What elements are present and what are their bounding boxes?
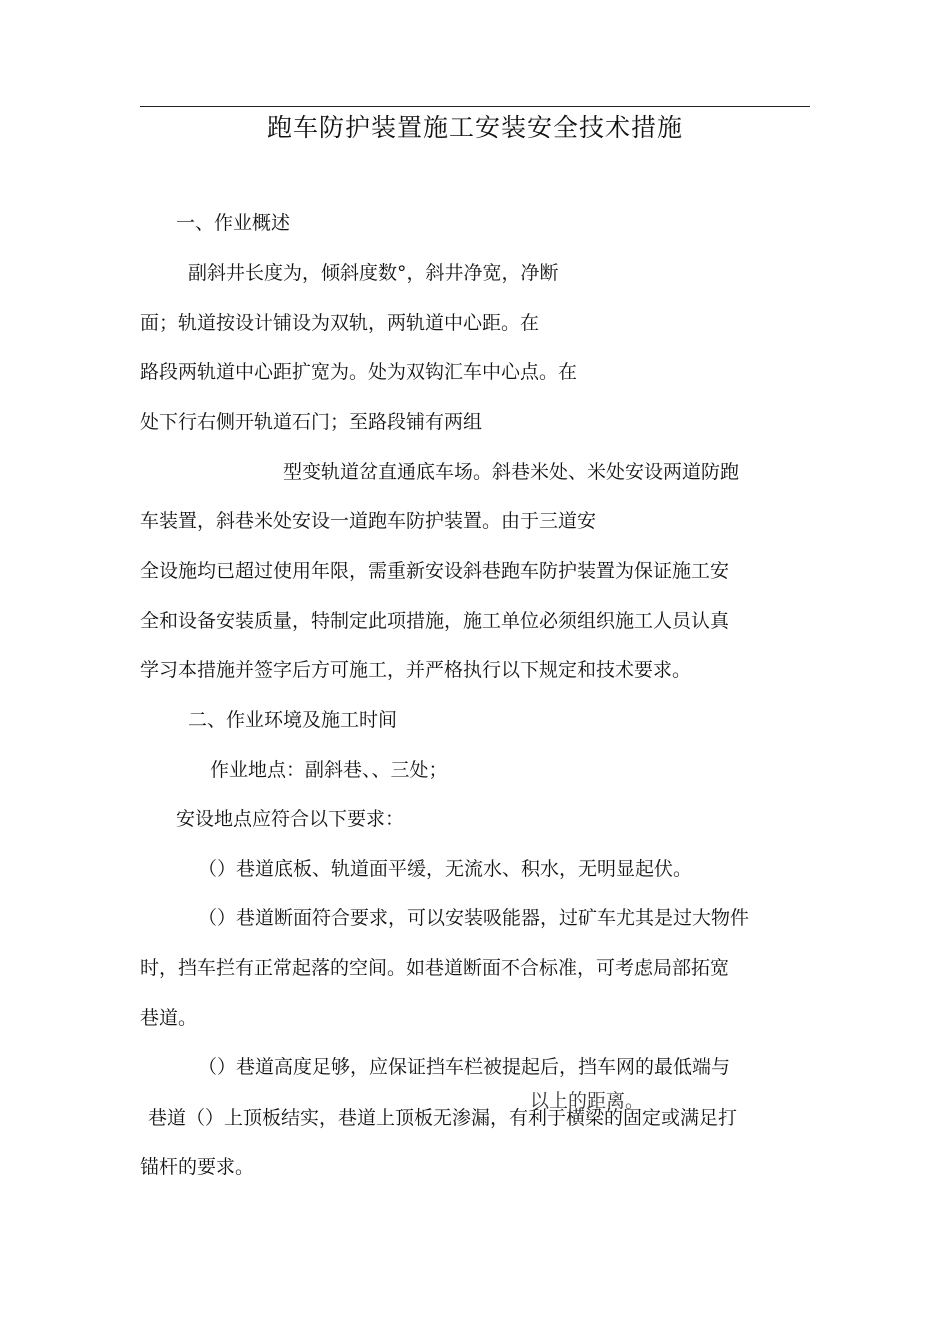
paragraph-line: 路段两轨道中心距扩宽为。处为双钩汇车中心点。在 (140, 361, 578, 383)
paragraph-line: 全和设备安装质量，特制定此项措施，施工单位必须组织施工人员认真 (140, 610, 730, 632)
heading-overview: 一、作业概述 (176, 212, 291, 234)
paragraph-line: 时，挡车拦有正常起落的空间。如巷道断面不合标准，可考虑局部拓宽 (140, 957, 730, 979)
paragraph-line: 安设地点应符合以下要求： (176, 808, 405, 830)
paragraph-line: 巷道。 (140, 1007, 198, 1029)
paragraph-line: 锚杆的要求。 (140, 1156, 255, 1178)
top-rule (140, 106, 810, 107)
requirement-item: 巷道（）上顶板结实，巷道上顶板无渗漏，有利于横梁的固定或满足打 (148, 1107, 738, 1129)
paragraph-line: 作业地点：副斜巷、、三处； (210, 759, 448, 781)
heading-environment: 二、作业环境及施工时间 (188, 709, 398, 731)
document-title: 跑车防护装置施工安装安全技术措施 (266, 113, 683, 142)
paragraph-line: 型变轨道岔直通底车场。斜巷米处、米处安设两道防跑 (283, 461, 740, 483)
paragraph-line: 学习本措施并签字后方可施工，并严格执行以下规定和技术要求。 (140, 659, 692, 681)
paragraph-line: 副斜井长度为，倾斜度数°，斜井净宽，净断 (188, 262, 559, 284)
paragraph-line: 全设施均已超过使用年限，需重新安设斜巷跑车防护装置为保证施工安 (140, 560, 730, 582)
paragraph-line: 面；轨道按设计铺设为双轨，两轨道中心距。在 (140, 312, 540, 334)
requirement-item: （）巷道高度足够，应保证挡车栏被提起后，挡车网的最低端与 (198, 1056, 731, 1078)
paragraph-line: 处下行右侧开轨道石门；至路段铺有两组 (140, 411, 483, 433)
overlapping-fragment: 以上的距离。 (530, 1090, 645, 1112)
paragraph-line: 车装置，斜巷米处安设一道跑车防护装置。由于三道安 (140, 510, 597, 532)
requirement-item: （）巷道底板、轨道面平缓，无流水、积水，无明显起伏。 (198, 858, 693, 880)
requirement-item: （）巷道断面符合要求，可以安装吸能器，过矿车尤其是过大物件 (198, 907, 750, 929)
